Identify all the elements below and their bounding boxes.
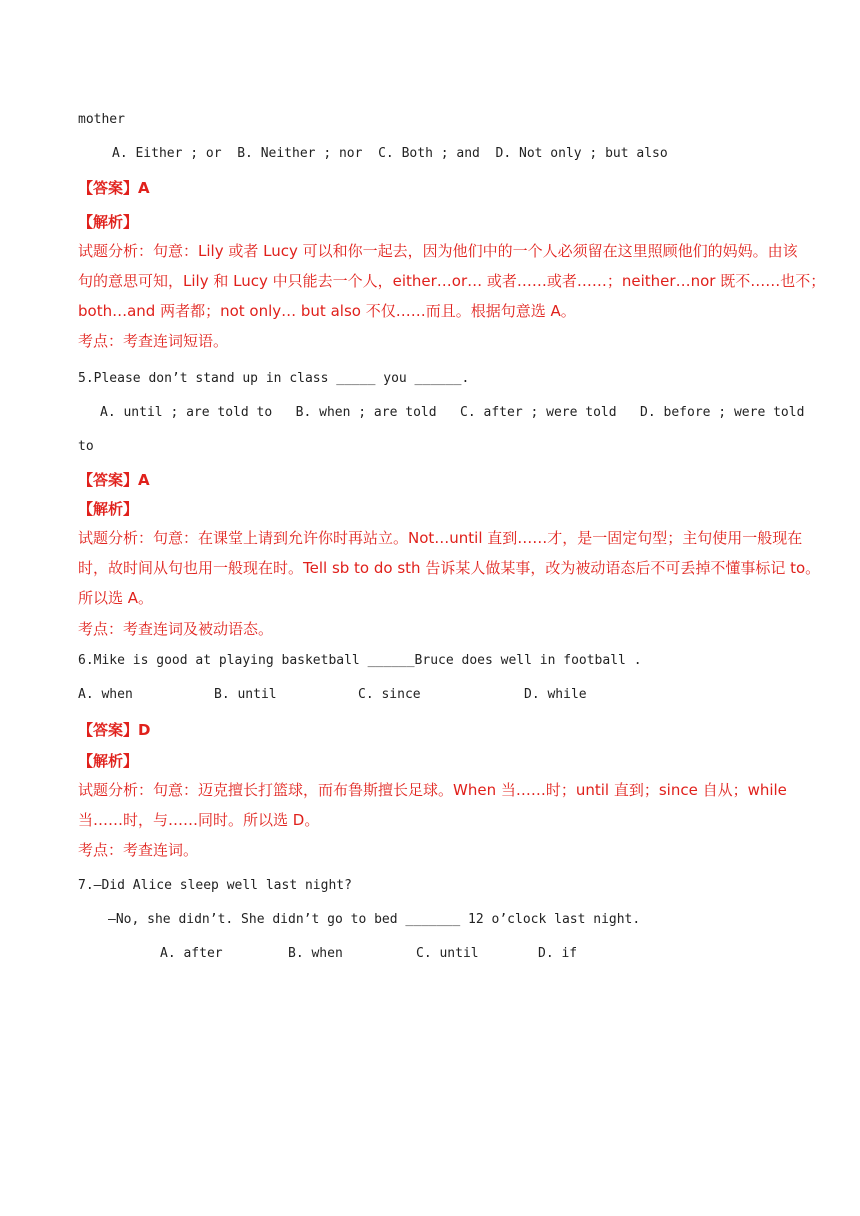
q5-analysis-line-2: 时，故时间从句也用一般现在时。Tell sb to do sth 告诉某人做某事，改为被动语态后不可丢掉不懂事标记 to。 bbox=[78, 559, 821, 577]
q5-stem: 5.Please don’t stand up in class _____ you ______. bbox=[78, 371, 470, 386]
q6-option-c: C. since bbox=[358, 687, 421, 702]
q4-analysis-line-1: 试题分析：句意：Lily 或者 Lucy 可以和你一起去，因为他们中的一个人必须留在这里照顾他们的妈妈。由该 bbox=[78, 242, 798, 260]
q5-analysis-label: 【解析】 bbox=[78, 500, 139, 518]
q5-answer: 【答案】A bbox=[78, 471, 150, 489]
q4-analysis-label: 【解析】 bbox=[78, 213, 139, 231]
q6-answer: 【答案】D bbox=[78, 721, 151, 739]
q7-option-d: D. if bbox=[538, 946, 578, 961]
q7-reply: —No, she didn’t. She didn’t go to bed _______ 12 o’clock last night. bbox=[108, 912, 641, 927]
q4-answer: 【答案】A bbox=[78, 179, 150, 197]
q5-analysis-line-3: 所以选 A。 bbox=[78, 589, 154, 607]
q7-option-a: A. after bbox=[160, 946, 223, 961]
q6-analysis-line-1: 试题分析：句意：迈克擅长打篮球，而布鲁斯擅长足球。When 当……时；until 直到；since 自从；while bbox=[78, 781, 787, 799]
q7-option-c: C. until bbox=[416, 946, 479, 961]
q5-options: A. until ; are told to B. when ; are told C. after ; were told D. before ; were told bbox=[100, 405, 805, 420]
q6-analysis-line-2: 当……时，与……同时。所以选 D。 bbox=[78, 811, 320, 829]
q6-option-d: D. while bbox=[524, 687, 587, 702]
q7-stem: 7.—Did Alice sleep well last night? bbox=[78, 878, 352, 893]
q6-option-b: B. until bbox=[214, 687, 277, 702]
q6-point: 考点：考查连词。 bbox=[78, 841, 199, 859]
q4-options: A. Either ; or B. Neither ; nor C. Both ; and D. Not only ; but also bbox=[112, 146, 668, 161]
q6-analysis-label: 【解析】 bbox=[78, 752, 139, 770]
q4-analysis-line-2: 句的意思可知，Lily 和 Lucy 中只能去一个人，either…or… 或者……或者……；neither…nor 既不……也不； bbox=[78, 272, 826, 290]
q4-stem-tail: mother bbox=[78, 112, 125, 127]
q4-analysis-line-3: both…and 两者都；not only… but also 不仅……而且。根据句意选 A。 bbox=[78, 302, 576, 320]
q6-stem: 6.Mike is good at playing basketball ______Bruce does well in football . bbox=[78, 653, 642, 668]
q4-point: 考点：考查连词短语。 bbox=[78, 332, 229, 350]
q5-point: 考点：考查连词及被动语态。 bbox=[78, 620, 274, 638]
q5-options-wrap: to bbox=[78, 439, 94, 454]
q5-analysis-line-1: 试题分析：句意：在课堂上请到允许你时再站立。Not…until 直到……才，是一固定句型；主句使用一般现在 bbox=[78, 529, 803, 547]
q6-option-a: A. when bbox=[78, 687, 133, 702]
q7-option-b: B. when bbox=[288, 946, 343, 961]
